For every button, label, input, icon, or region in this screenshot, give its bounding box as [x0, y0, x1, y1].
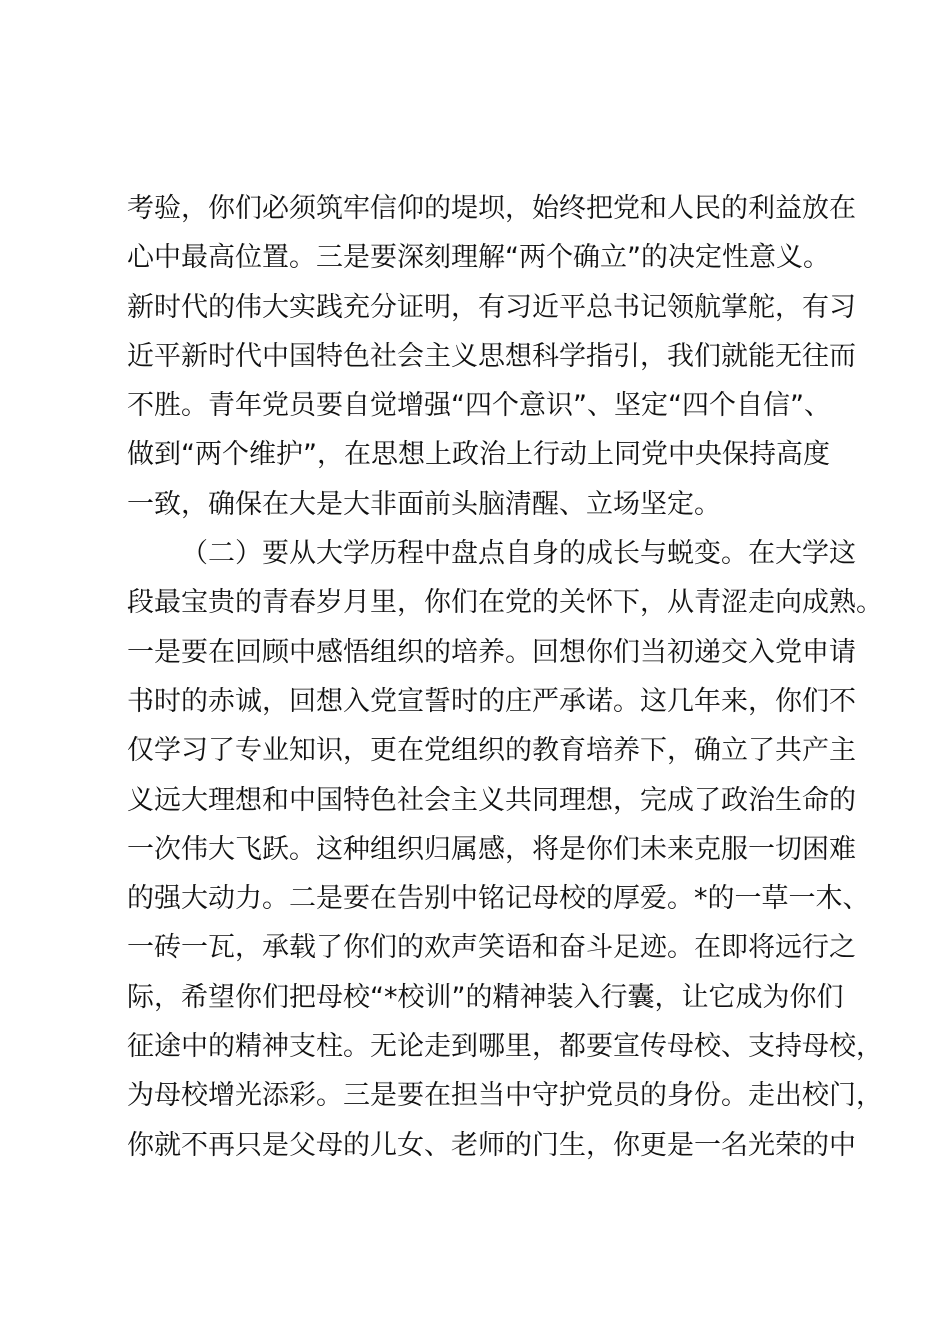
text-line: 做到“两个维护”，在思想上政治上行动上同党中央保持高度: [127, 439, 830, 471]
text-line: 为母校增光添彩。三是要在担当中守护党员的身份。走出校门，: [127, 1080, 883, 1112]
text-line: 不胜。青年党员要自觉增强“四个意识”、坚定“四个自信”、: [127, 390, 831, 422]
text-line: 你就不再只是父母的儿女、老师的门生，你更是一名光荣的中: [127, 1129, 856, 1161]
text-line: 心中最高位置。三是要深刻理解“两个确立”的决定性意义。: [127, 242, 830, 274]
paragraph-1: [127, 184, 867, 529]
document-body: [127, 184, 883, 1170]
text-line: 一是要在回顾中感悟组织的培养。回想你们当初递交入党申请: [127, 636, 856, 668]
text-line: 义远大理想和中国特色社会主义共同理想，完成了政治生命的: [127, 784, 856, 816]
text-line-indented: （二）要从大学历程中盘点自身的成长与蜕变。在大学这: [181, 538, 856, 570]
text-line: 仅学习了专业知识，更在党组织的教育培养下，确立了共产主: [127, 735, 856, 767]
text-line: 际，希望你们把母校“*校训”的精神装入行囊，让它成为你们: [127, 981, 844, 1013]
text-line: 段最宝贵的青春岁月里，你们在党的关怀下，从青涩走向成熟。: [127, 587, 883, 619]
text-line: 考验，你们必须筑牢信仰的堤坝，始终把党和人民的利益放在: [127, 193, 856, 224]
text-line: 一致，确保在大是大非面前头脑清醒、立场坚定。: [127, 488, 721, 520]
text-line: 的强大动力。二是要在告别中铭记母校的厚爱。*的一草一木、: [127, 883, 870, 915]
text-line: 书时的赤诚，回想入党宣誓时的庄严承诺。这几年来，你们不: [127, 685, 856, 717]
text-line: 征途中的精神支柱。无论走到哪里，都要宣传母校、支持母校，: [127, 1031, 883, 1063]
text-line: 一次伟大飞跃。这种组织归属感，将是你们未来克服一切困难: [127, 833, 856, 865]
paragraph-2: [127, 529, 883, 1170]
text-line: 一砖一瓦，承载了你们的欢声笑语和奋斗足迹。在即将远行之: [127, 932, 856, 964]
text-line: 近平新时代中国特色社会主义思想科学指引，我们就能无往而: [127, 340, 856, 372]
text-line: 新时代的伟大实践充分证明，有习近平总书记领航掌舵，有习: [127, 291, 856, 323]
